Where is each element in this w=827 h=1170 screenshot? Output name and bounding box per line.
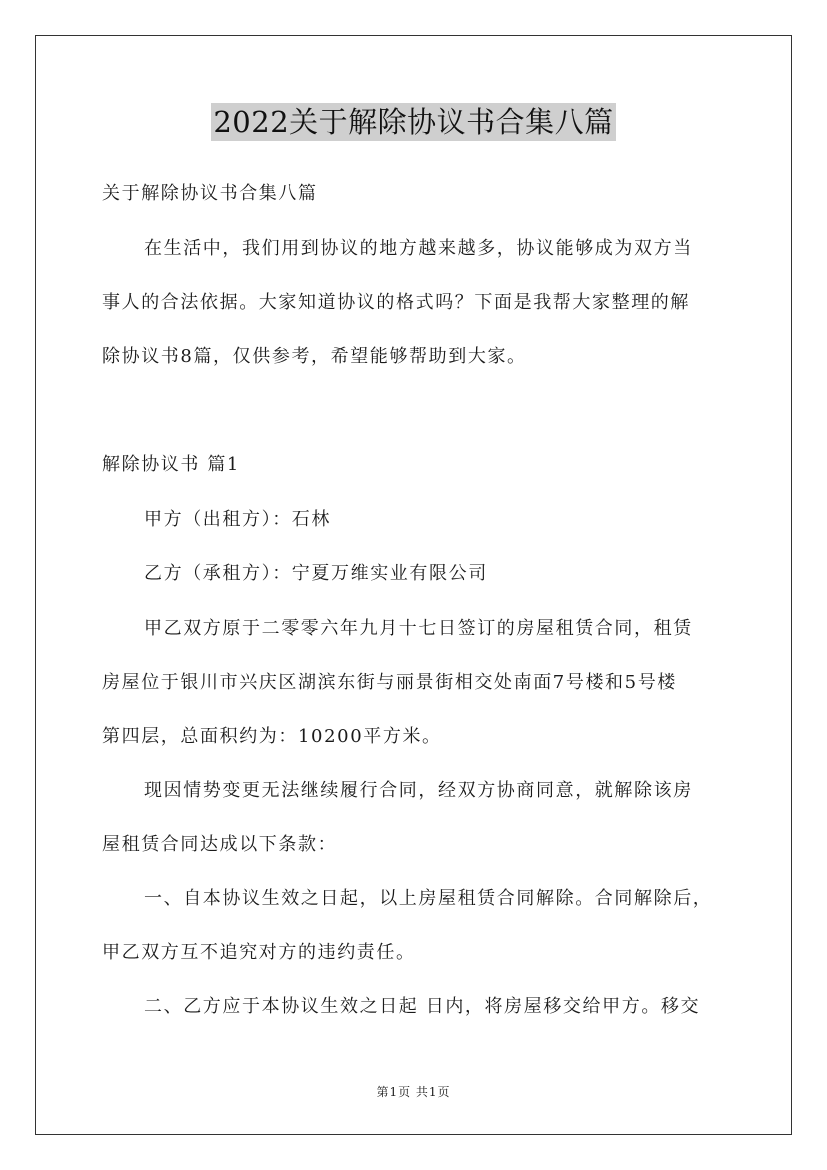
clause1-line-1: 一、自本协议生效之日起，以上房屋租赁合同解除。合同解除后， [144,888,713,909]
document-subtitle: 关于解除协议书合集八篇 [102,183,318,204]
page-footer: 第1页 共1页 [376,1085,451,1099]
para2-line-2: 屋租赁合同达成以下条款： [102,834,338,855]
para2-line-1: 现因情势变更无法继续履行合同，经双方协商同意，就解除该房 [144,780,693,801]
intro-line-2: 事人的合法依据。大家知道协议的格式吗？下面是我帮大家整理的解 [102,292,690,313]
clause1-line-2: 甲乙双方互不追究对方的违约责任。 [102,942,416,963]
para1-line-3: 第四层，总面积约为：10200平方米。 [102,726,442,747]
section-heading: 解除协议书 篇1 [102,454,240,475]
clause2-line-1: 二、乙方应于本协议生效之日起 日内，将房屋移交给甲方。移交 [144,996,701,1017]
intro-line-1: 在生活中，我们用到协议的地方越来越多，协议能够成为双方当 [144,238,693,259]
party-a: 甲方（出租方）：石林 [144,509,331,530]
intro-line-3: 除协议书8篇，仅供参考，希望能够帮助到大家。 [102,346,527,367]
para1-line-1: 甲乙双方原于二零零六年九月十七日签订的房屋租赁合同，租赁 [144,618,693,639]
party-b: 乙方（承租方）：宁夏万维实业有限公司 [144,563,488,584]
title-container [0,103,827,141]
document-title: 2022关于解除协议书合集八篇 [213,105,614,139]
para1-line-2: 房屋位于银川市兴庆区湖滨东街与丽景街相交处南面7号楼和5号楼 [102,672,677,693]
